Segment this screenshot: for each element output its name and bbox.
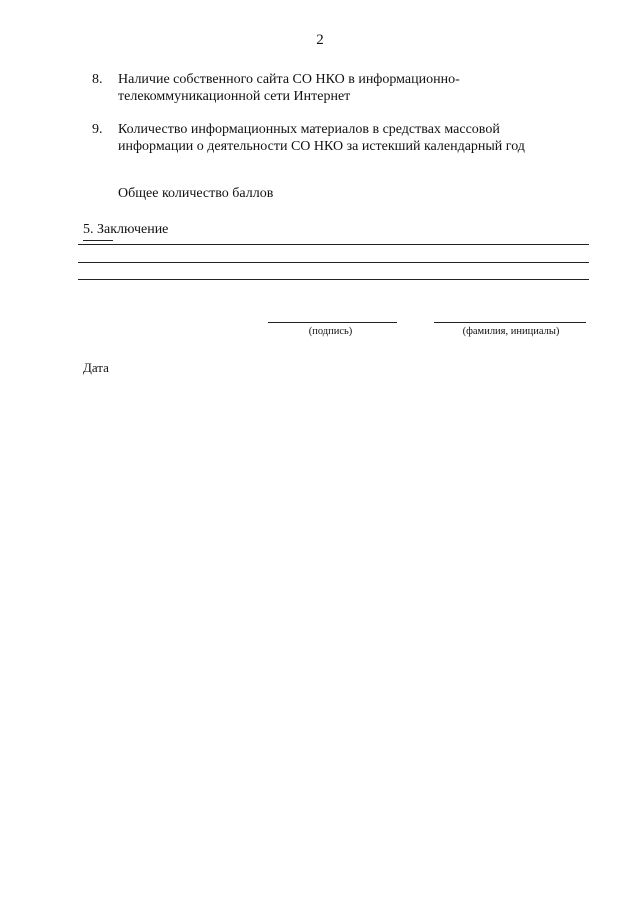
conclusion-heading-underline — [83, 240, 113, 241]
date-label: Дата — [83, 360, 109, 375]
name-caption: (фамилия, инициалы) — [462, 326, 560, 337]
page-number: 2 — [316, 32, 324, 48]
conclusion-line-1 — [78, 244, 589, 245]
item-8-number: 8. — [92, 72, 103, 87]
conclusion-heading: 5. Заключение — [83, 222, 169, 237]
signature-caption: (подпись) — [308, 326, 353, 337]
item-9-text: Количество информационных материалов в средствах массовой информации о деятельности СО НКО за истекший календарный год — [118, 122, 525, 154]
name-line — [434, 322, 586, 323]
signature-line — [268, 322, 397, 323]
item-8-text: Наличие собственного сайта СО НКО в информационно-телекоммуникационной сети Интернет — [118, 72, 460, 104]
total-score-label: Общее количество баллов — [118, 186, 274, 201]
conclusion-line-3 — [78, 279, 589, 280]
conclusion-line-2 — [78, 262, 589, 263]
item-9-number: 9. — [92, 122, 103, 137]
